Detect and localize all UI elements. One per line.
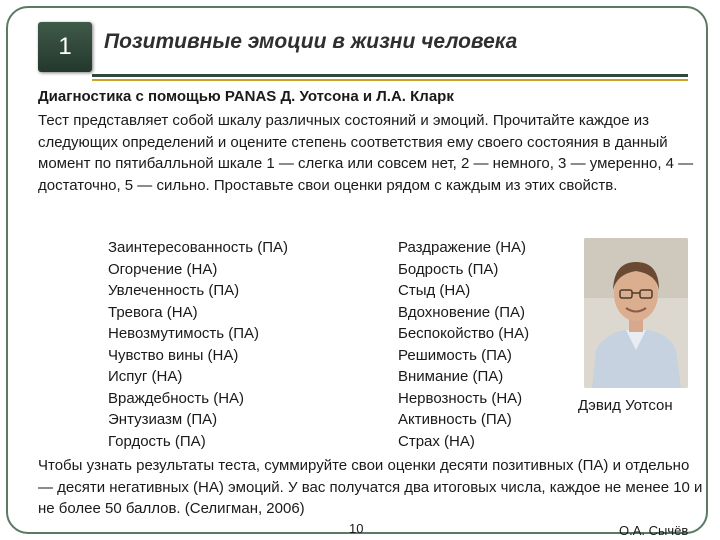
- list-item: Тревога (НА): [108, 303, 198, 321]
- list-item: Увлеченность (ПА): [108, 282, 240, 299]
- list-item: Огорчение (НА): [108, 260, 218, 278]
- list-item: Вдохновение (ПА): [398, 303, 525, 321]
- emotion-list-right: [398, 237, 529, 452]
- list-item: Гордость (ПА): [108, 432, 206, 450]
- outro-paragraph: Чтобы узнать результаты теста, суммируйте свои оценки десяти позитивных (ПА) и отдельно — десяти негативных (НА) эмоций. У вас получатся два итоговых числа, каждое не менее 10 и не более 50 баллов. (Селигман, 2006): [38, 457, 703, 517]
- portrait-photo: [584, 238, 688, 388]
- list-item: Бодрость (ПА): [398, 260, 499, 278]
- slide-number-badge: 1: [38, 22, 92, 72]
- author-credit: О.А. Сычёв: [619, 523, 689, 538]
- list-item: Стыд (НА): [398, 282, 471, 299]
- list-item: Решимость (ПА): [398, 346, 512, 364]
- slide-title: Позитивные эмоции в жизни человека: [104, 30, 518, 53]
- title-accent-rule: [92, 79, 688, 81]
- list-item: Нервозность (НА): [398, 389, 523, 407]
- list-item: Энтузиазм (ПА): [108, 411, 218, 428]
- list-item: Беспокойство (НА): [398, 325, 530, 342]
- intro-paragraph: Тест представляет собой шкалу различных состояний и эмоций. Прочитайте каждое из следующих определений и оцените степень соответствия ему своего состояния в данный момент по пятибалльной шкале 1 — слегка или совсем нет, 2 — немного, 3 — умеренно, 4 — достаточно, 5 — сильно. Проставьте свои оценки рядом с каждым из этих свойств.: [38, 112, 694, 194]
- photo-caption: Дэвид Уотсон: [578, 397, 673, 414]
- list-item: Внимание (ПА): [398, 368, 504, 385]
- list-item: Заинтересованность (ПА): [108, 239, 288, 256]
- list-item: Враждебность (НА): [108, 389, 245, 407]
- list-item: Испуг (НА): [108, 368, 183, 385]
- list-item: Невозмутимость (ПА): [108, 325, 260, 342]
- list-item: Чувство вины (НА): [108, 346, 239, 364]
- emotion-list-left: [108, 237, 288, 452]
- list-item: Страх (НА): [398, 432, 475, 450]
- list-item: Раздражение (НА): [398, 239, 527, 256]
- subtitle: Диагностика с помощью PANAS Д. Уотсона и Л.А. Кларк: [38, 88, 454, 105]
- title-rule: [92, 74, 688, 77]
- list-item: Активность (ПА): [398, 411, 512, 428]
- page-number: 10: [349, 521, 364, 536]
